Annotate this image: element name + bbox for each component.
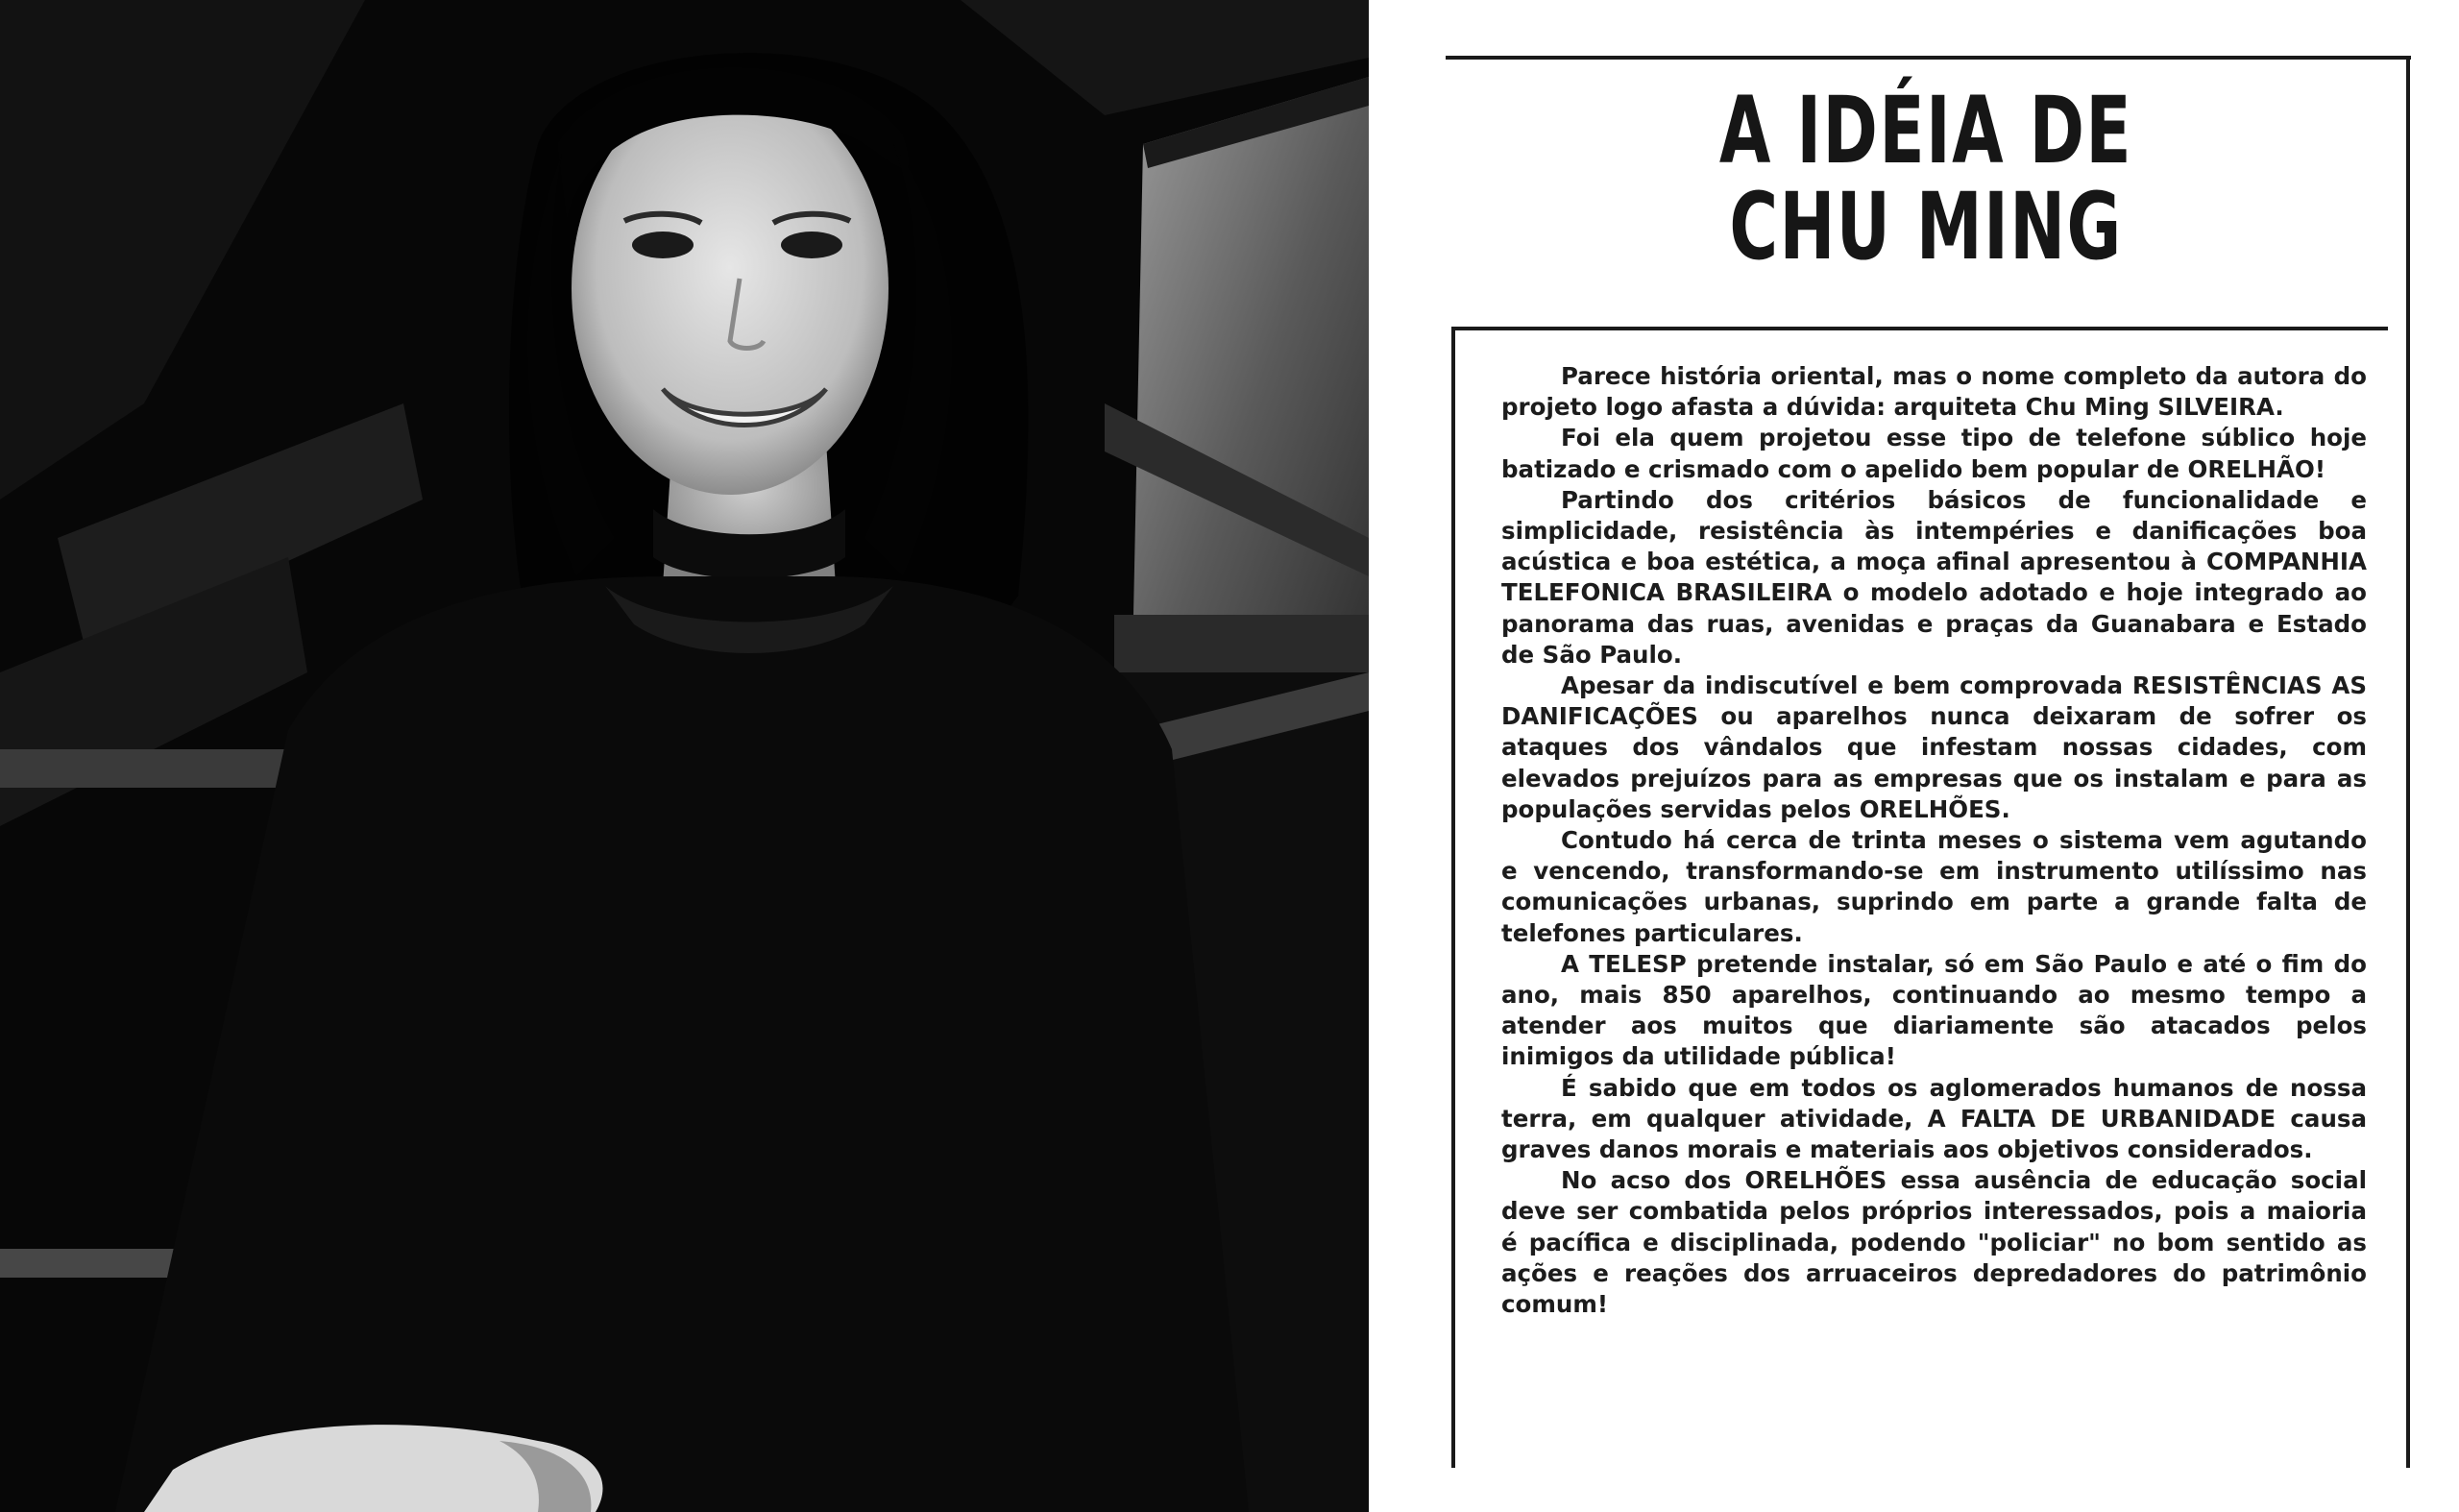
article-paragraph: Apesar da indiscutível e bem comprovada RESISTÊNCIAS AS DANIFICAÇÕES ou aparelhos nunca deixaram de sofrer os ataques dos vândalos que infestam nossas cidades, com elevados prejuízos para as empresas que os instalam e para as populações servidas pelos ORELHÕES.	[1501, 671, 2367, 823]
clipping-right-rule	[2406, 56, 2410, 1468]
article-paragraph: Parece história oriental, mas o nome completo da autora do projeto logo afasta a dúvida: arquiteta Chu Ming SILVEIRA.	[1501, 362, 2367, 422]
article-paragraph: Partindo dos critérios básicos de funcionalidade e simplicidade, resistência às intempéries e danificações boa acústica e boa estética, a moça afinal apresentou à COMPANHIA TELEFONICA BRASILEIRA o modelo adotado e hoje integrado ao panorama das ruas, avenidas e praças da Guanabara e Estado de São Paulo.	[1501, 485, 2367, 669]
clipping-top-rule	[1446, 56, 2411, 60]
article-paragraph: No acso dos ORELHÕES essa ausência de educação social deve ser combatida pelos próprios interessados, pois a maioria é pacífica e disciplinada, podendo "policiar" no bom sentido as ações e reações dos arruaceiros depredadores do patrimônio comum!	[1501, 1166, 2367, 1319]
headline-line-1: A IDÉIA DE	[1718, 77, 2133, 184]
headline-line-2: CHU MING	[1729, 173, 2123, 280]
article-paragraph: Foi ela quem projetou esse tipo de telefone súblico hoje batizado e crismado com o apelido bem popular de ORELHÃO!	[1501, 424, 2367, 483]
article-body	[1501, 361, 2367, 1320]
article-paragraph: É sabido que em todos os aglomerados humanos de nossa terra, em qualquer atividade, A FALTA DE URBANIDADE causa graves danos morais e materiais aos objetivos considerados.	[1501, 1073, 2367, 1164]
article-paragraph: Contudo há cerca de trinta meses o sistema vem agutando e vencendo, transformando-se em instrumento utilíssimo nas comunicações urbanas, suprindo em parte a grande falta de telefones particulares.	[1501, 826, 2367, 947]
newspaper-clipping	[1446, 56, 2411, 1468]
article-paragraph: A TELESP pretende instalar, só em São Paulo e até o fim do ano, mais 850 aparelhos, continuando ao mesmo tempo a atender aos muitos que diariamente são atacados pelos inimigos da utilidade pública!	[1501, 949, 2367, 1071]
headline	[1580, 77, 2272, 280]
article-body-box	[1451, 327, 2388, 1468]
